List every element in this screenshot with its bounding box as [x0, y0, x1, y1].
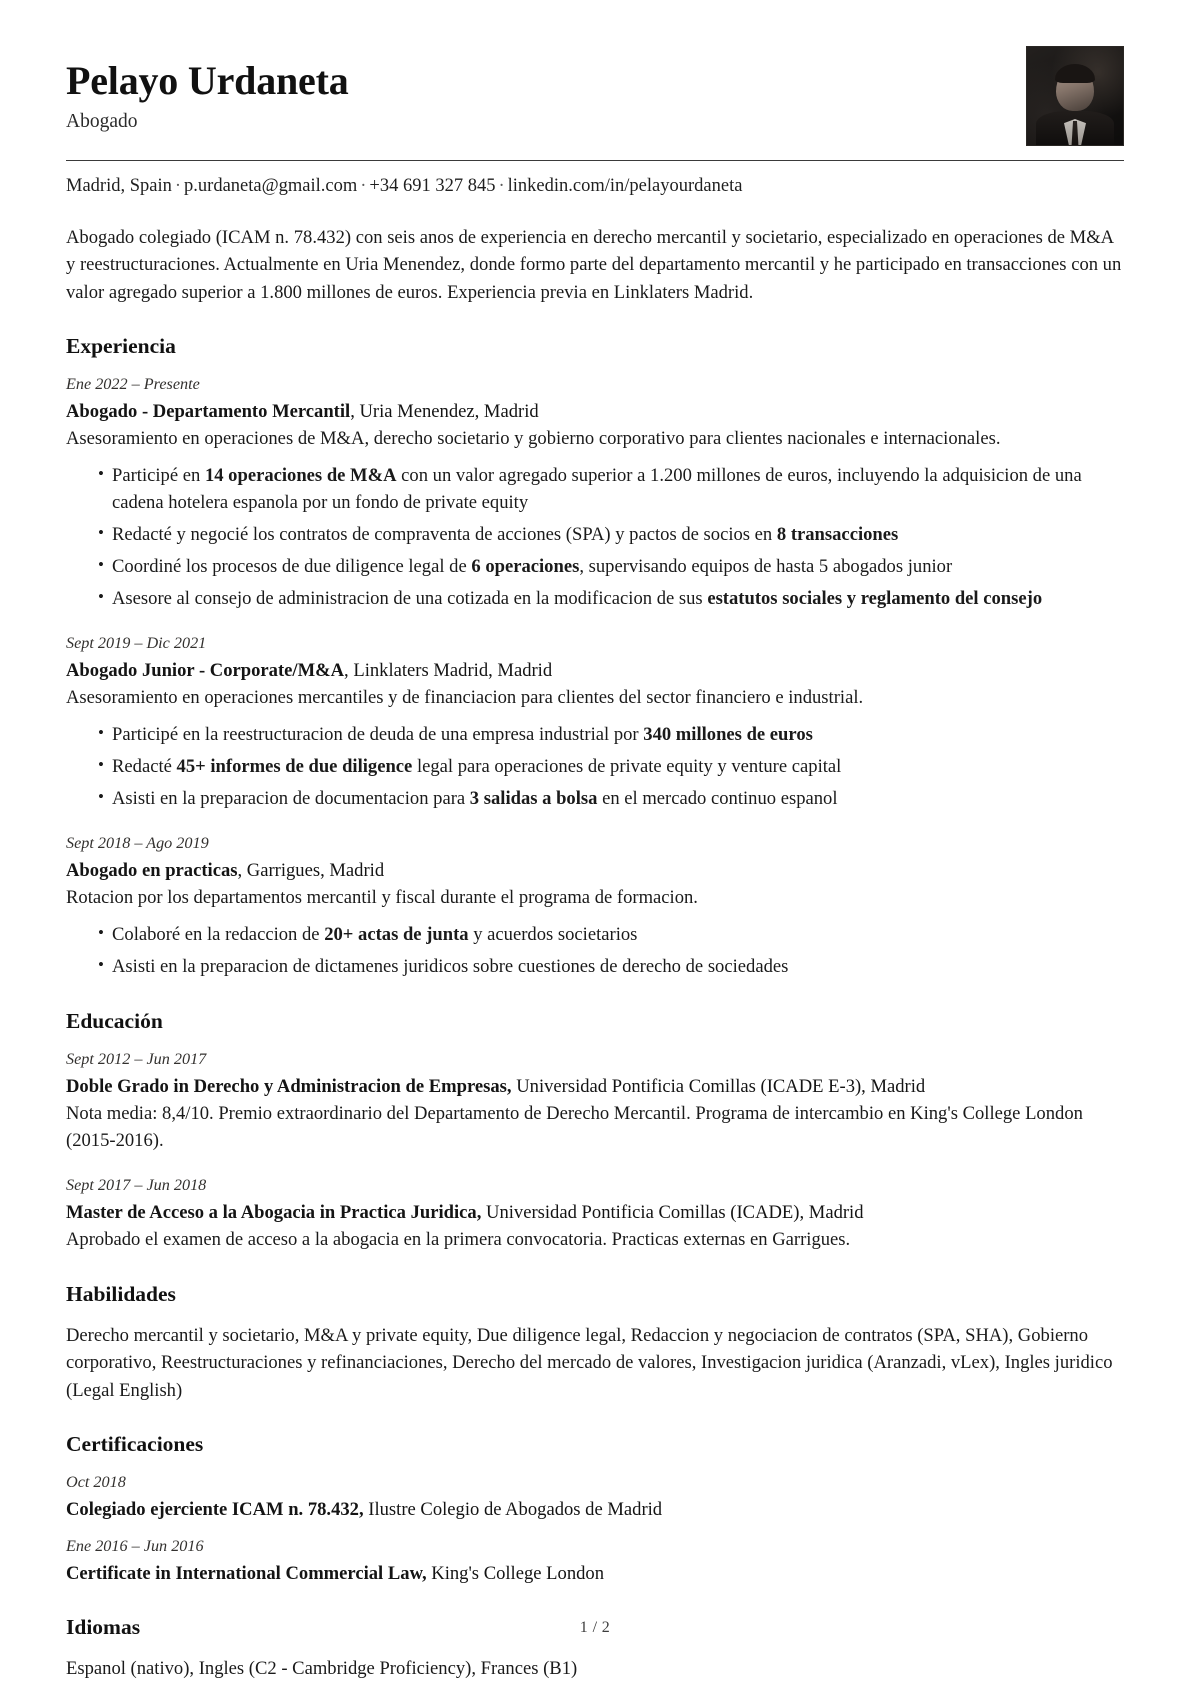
contact-line [66, 174, 1124, 198]
section-title-certifications: Certificaciones [66, 1431, 204, 1456]
bullet-post: en el mercado continuo espanol [597, 787, 838, 809]
section-title-skills: Habilidades [66, 1282, 176, 1307]
entry-org: , Garrigues, Madrid [237, 859, 385, 881]
entry-description: Aprobado el examen de acceso a la abogacia en la primera convocatoria. Practicas externas en Garrigues. [66, 1229, 851, 1251]
list-item [98, 922, 1124, 949]
bullet-pre: Redacté y negocié los contratos de compraventa de acciones (SPA) y pactos de socios en [112, 523, 777, 545]
certification-issuer: Ilustre Colegio de Abogados de Madrid [363, 1498, 663, 1520]
section-title-experience: Experiencia [66, 334, 176, 359]
entry-date: Oct 2018 [66, 1472, 126, 1491]
certification-name: Colegiado ejerciente ICAM n. 78.432, [66, 1498, 364, 1520]
experience-entry [66, 374, 1124, 613]
degree-name: Master de Acceso a la Abogacia in Practica Juridica, [66, 1201, 482, 1223]
bullet-pre: Asisti en la preparacion de documentacion para [112, 787, 470, 809]
entry-description: Asesoramiento en operaciones de M&A, derecho societario y gobierno corporativo para clientes nacionales e internacionales. [66, 428, 1001, 450]
bullet-post: con un valor agregado superior a 1.200 millones de euros, incluyendo la adquisicion de una cadena hotelera espanola por un fondo de private equity [112, 465, 1082, 513]
entry-description: Nota media: 8,4/10. Premio extraordinario del Departamento de Derecho Mercantil. Programa de intercambio en King's College London (2015-2016). [66, 1103, 1083, 1151]
entry-title [66, 1074, 1124, 1100]
bullet-post: legal para operaciones de private equity y venture capital [412, 755, 842, 777]
languages-text: Espanol (nativo), Ingles (C2 - Cambridge Proficiency), Frances (B1) [66, 1658, 578, 1679]
entry-description: Asesoramiento en operaciones mercantiles y de financiacion para clientes del sector financiero e industrial. [66, 687, 864, 709]
list-item [98, 786, 1124, 813]
profile-summary: Abogado colegiado (ICAM n. 78.432) con seis anos de experiencia en derecho mercantil y societario, especializado en operaciones de M&A y reestructuraciones. Actualmente en Uria Menendez, donde formo parte del departamento mercantil y he participado en transacciones con un valor agregado superior a 1.800 millones de euros. Experiencia previa en Linklaters Madrid. [66, 227, 1122, 303]
bullet-highlight: 3 salidas a bolsa [469, 787, 598, 809]
resume-header [66, 46, 1124, 146]
entry-org: , Uria Menendez, Madrid [350, 400, 539, 422]
entry-title [66, 858, 1124, 884]
bullet-pre: Coordiné los procesos de due diligence legal de [112, 555, 472, 577]
entry-bullet-list [66, 722, 1124, 813]
entry-date: Sept 2018 – Ago 2019 [66, 833, 209, 852]
page-number-footer: 1 / 2 [579, 1619, 611, 1636]
bullet-pre: Asesore al consejo de administracion de una cotizada en la modificacion de sus [112, 587, 708, 609]
contact-location: Madrid, Spain [66, 176, 172, 196]
section-title-education: Educación [66, 1008, 163, 1033]
entry-title [66, 658, 1124, 684]
list-item [98, 554, 1124, 581]
list-item [98, 722, 1124, 749]
entry-role: Abogado - Departamento Mercantil [66, 400, 351, 422]
contact-separator-1: · [174, 176, 182, 196]
bullet-pre: Participé en [112, 465, 205, 487]
header-text-block [66, 46, 349, 133]
entry-date: Sept 2017 – Jun 2018 [66, 1175, 207, 1194]
contact-email[interactable]: p.urdaneta@gmail.com [184, 176, 358, 196]
bullet-highlight: 45+ informes de due diligence [176, 755, 413, 777]
institution-name: Universidad Pontificia Comillas (ICADE), Madrid [481, 1201, 864, 1223]
bullet-highlight: 8 transacciones [776, 523, 899, 545]
bullet-pre: Participé en la reestructuracion de deuda de una empresa industrial por [112, 724, 644, 745]
list-item [98, 463, 1124, 517]
entry-title [66, 1497, 1124, 1523]
contact-phone[interactable]: +34 691 327 845 [369, 176, 496, 196]
experience-entry [66, 833, 1124, 981]
bullet-pre: Colaboré en la redaccion de [112, 924, 325, 946]
degree-name: Doble Grado in Derecho y Administracion de Empresas, [66, 1075, 512, 1097]
entry-date: Ene 2016 – Jun 2016 [66, 1536, 204, 1555]
entry-role: Abogado Junior - Corporate/M&A [66, 659, 345, 681]
entry-date: Sept 2012 – Jun 2017 [66, 1049, 207, 1068]
avatar [1026, 46, 1124, 146]
entry-title [66, 1200, 1124, 1226]
contact-separator-2: · [360, 176, 367, 196]
contact-linkedin[interactable]: linkedin.com/in/pelayourdaneta [507, 176, 743, 196]
bullet-highlight: 340 millones de euros [643, 724, 813, 745]
list-item [98, 954, 1124, 981]
list-item [98, 754, 1124, 781]
bullet-pre: Asisti en la preparacion de dictamenes juridicos sobre cuestiones de derecho de sociedades [112, 956, 789, 978]
entry-title [66, 1561, 1124, 1587]
skills-text: Derecho mercantil y societario, M&A y private equity, Due diligence legal, Redaccion y negociacion de contratos (SPA, SHA), Gobierno corporativo, Reestructuraciones y refinanciaciones, Derecho del mercado de valores, Investigacion juridica (Aranzadi, vLex), Ingles juridico (Legal English) [66, 1324, 1113, 1401]
section-certifications [66, 1432, 1124, 1587]
entry-org: , Linklaters Madrid, Madrid [344, 659, 553, 681]
entry-role: Abogado en practicas [66, 859, 238, 881]
bullet-highlight: estatutos sociales y reglamento del consejo [707, 587, 1043, 609]
bullet-pre: Redacté [112, 755, 177, 777]
education-entry [66, 1175, 1124, 1254]
header-divider [66, 160, 1124, 161]
contact-separator-3: · [498, 176, 505, 196]
entry-description: Rotacion por los departamentos mercantil y fiscal durante el programa de formacion. [66, 887, 698, 909]
section-title-languages: Idiomas [66, 1615, 141, 1640]
list-item [98, 586, 1124, 613]
education-entry [66, 1049, 1124, 1155]
entry-title [66, 399, 1124, 425]
entry-date: Sept 2019 – Dic 2021 [66, 633, 207, 652]
certification-entry [66, 1472, 1124, 1523]
bullet-highlight: 14 operaciones de M&A [204, 465, 397, 487]
bullet-highlight: 6 operaciones [471, 555, 580, 577]
certification-entry [66, 1536, 1124, 1587]
entry-bullet-list [66, 463, 1124, 613]
section-experience [66, 334, 1124, 981]
bullet-post: y acuerdos societarios [468, 924, 638, 946]
institution-name: Universidad Pontificia Comillas (ICADE E-3), Madrid [511, 1075, 926, 1097]
page-title: Pelayo Urdaneta [66, 58, 349, 103]
bullet-highlight: 20+ actas de junta [324, 924, 469, 946]
section-education [66, 1009, 1124, 1254]
bullet-post: , supervisando equipos de hasta 5 abogados junior [579, 555, 953, 577]
entry-bullet-list [66, 922, 1124, 981]
experience-entry [66, 633, 1124, 813]
certification-issuer: King's College London [426, 1562, 605, 1584]
list-item [98, 522, 1124, 549]
professional-headline: Abogado [66, 111, 138, 132]
entry-date: Ene 2022 – Presente [66, 374, 200, 393]
section-skills [66, 1282, 1124, 1404]
certification-name: Certificate in International Commercial Law, [66, 1562, 427, 1584]
